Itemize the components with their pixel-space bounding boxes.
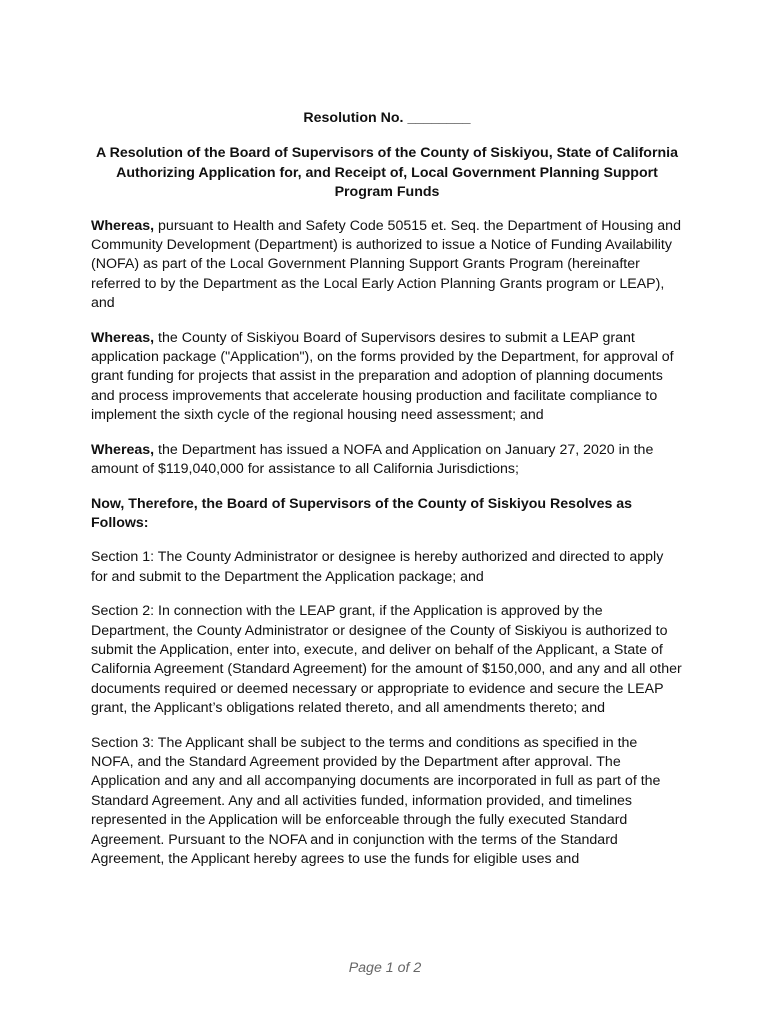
- page-indicator: Page 1 of 2: [348, 960, 422, 976]
- whereas-text: the Department has issued a NOFA and Application on January 27, 2020 in the amount of $119,040,000 for assistance to all California Jurisdictions;: [91, 441, 654, 478]
- resolution-title: A Resolution of the Board of Supervisors of the County of Siskiyou, State of California Authorizing Application for, and Receipt of, Local Government Planning Support Program Funds: [96, 145, 678, 201]
- whereas-text: the County of Siskiyou Board of Supervisors desires to submit a LEAP grant application package ("Application"), on the forms provided by the Department, for approval of grant funding for projects that assist in the preparation and adoption of planning documents and process improvements that accelerate housing production and facilitate compliance to implement the sixth cycle of the regional housing need assessment; and: [91, 329, 674, 424]
- whereas-text: pursuant to Health and Safety Code 50515 et. Seq. the Department of Housing and Community Development (Department) is authorized to issue a Notice of Funding Availability (NOFA) as part of the Local Government Planning Support Grants Program (hereinafter referred to by the Department as the Local Early Action Planning Grants program or LEAP), and: [91, 217, 681, 312]
- section-2: Section 2: In connection with the LEAP grant, if the Application is approved by the Department, the County Administrator or designee of the County of Siskiyou is authorized to submit the Application, enter into, execute, and deliver on behalf of the Applicant, a State of California Agreement (Standard Agreement) for the amount of $150,000, and any and all other documents required or deemed necessary or appropriate to evidence and secure the LEAP grant, the Applicant’s obligations related thereto, and all amendments thereto; and: [91, 603, 682, 717]
- whereas-paragraph-2: [91, 329, 683, 426]
- whereas-label: Whereas,: [91, 329, 155, 346]
- resolution-number: Resolution No. ________: [303, 110, 471, 126]
- document-page: [91, 109, 683, 884]
- section-1: Section 1: The County Administrator or designee is hereby authorized and directed to apply for and submit to the Department the Application package; and: [91, 549, 664, 585]
- section-3: Section 3: The Applicant shall be subject to the terms and conditions as specified in the NOFA, and the Standard Agreement provided by the Department after approval. The Application and any and all accompanying documents are incorporated in full as part of the Standard Agreement. Any and all activities funded, information provided, and timelines represented in the Application will be enforceable through the fully executed Standard Agreement. Pursuant to the NOFA and in conjunction with the terms of the Standard Agreement, the Applicant hereby agrees to use the funds for eligible uses and: [91, 734, 661, 867]
- resolves-heading: Now, Therefore, the Board of Supervisors of the County of Siskiyou Resolves as Follows:: [91, 495, 633, 531]
- whereas-paragraph-3: [91, 441, 683, 480]
- whereas-label: Whereas,: [91, 441, 155, 458]
- whereas-label: Whereas,: [91, 217, 155, 234]
- whereas-paragraph-1: [91, 217, 683, 314]
